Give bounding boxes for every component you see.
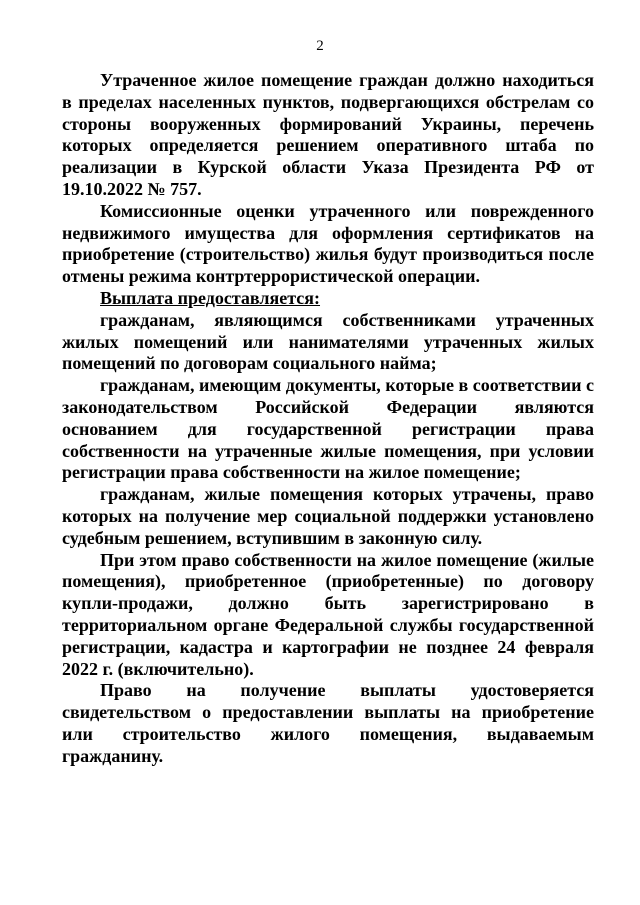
payment-heading: Выплата предоставляется: bbox=[100, 287, 321, 308]
payment-item-court-decision: гражданам, жилые помещения которых утрачены, право которых на получение мер социальной поддержки установлено судебным решением, вступившим в законную силу. bbox=[62, 484, 594, 548]
payment-item-documents: гражданам, имеющим документы, которые в соответствии с законодательством Российской Федерации являются основанием для государственной регистрации права собственности на утраченные жилые помещения, при условии регистрации права собственности на жилое помещение; bbox=[62, 375, 594, 483]
page-number: 2 bbox=[316, 38, 324, 54]
paragraph-ownership-registration: При этом право собственности на жилое помещение (жилые помещения), приобретенное (приобретенные) по договору купли-продажи, должно быть зарегистрировано в территориальном органе Федеральной службы государственной регистрации, кадастра и картографии не позднее 24 февраля 2022 г. (включительно). bbox=[62, 549, 594, 679]
paragraph-certificate: Право на получение выплаты удостоверяется свидетельством о предоставлении выплаты на приобретение или строительство жилого помещения, выдаваемым гражданину. bbox=[62, 680, 594, 766]
paragraph-lost-housing-location: Утраченное жилое помещение граждан должно находиться в пределах населенных пунктов, подвергающихся обстрелам со стороны вооруженных формирований Украины, перечень которых определяется решением оперативного штаба по реализации в Курской области Указа Президента РФ от 19.10.2022 № 757. bbox=[62, 70, 594, 199]
payment-item-owners: гражданам, являющимся собственниками утраченных жилых помещений или нанимателями утраченных жилых помещений по договорам социального найма; bbox=[62, 309, 594, 374]
paragraph-commission-assessment: Комиссионные оценки утраченного или поврежденного недвижимого имущества для оформления сертификатов на приобретение (строительство) жилья будут производиться после отмены режима контртеррористической операции. bbox=[62, 200, 594, 287]
document-body bbox=[62, 70, 594, 768]
